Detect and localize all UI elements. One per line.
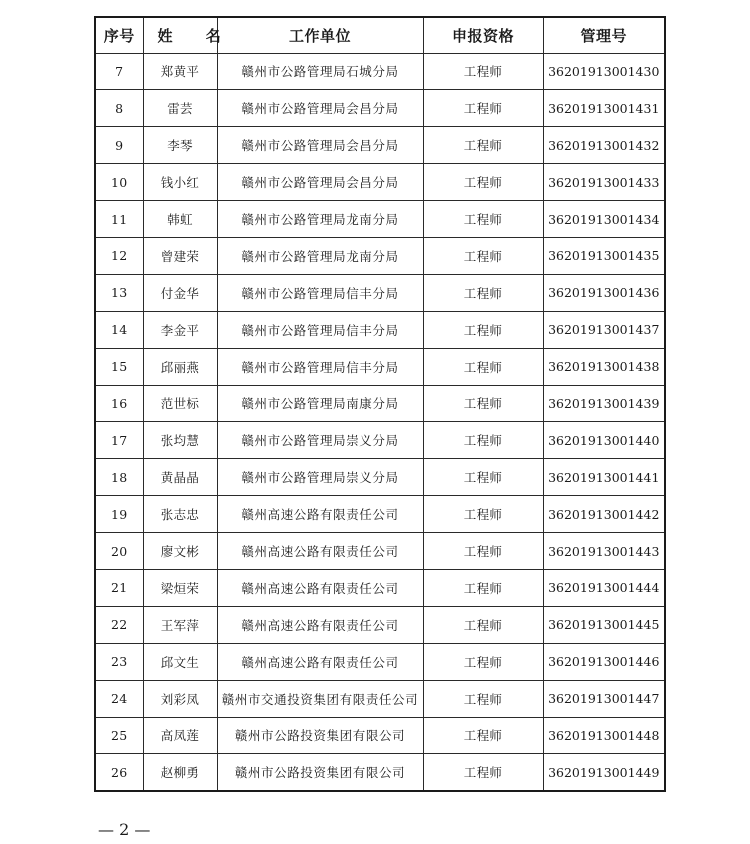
cell-work-unit: 赣州高速公路有限责任公司 [217,606,423,643]
cell-name: 高凤莲 [143,717,217,754]
cell-management-no: 36201913001434 [543,201,665,238]
roster-table [94,16,666,792]
cell-management-no: 36201913001436 [543,274,665,311]
table-row [95,496,665,533]
cell-qualification: 工程师 [423,348,543,385]
cell-management-no: 36201913001433 [543,164,665,201]
cell-management-no: 36201913001441 [543,459,665,496]
cell-serial-no: 13 [95,274,143,311]
table-row [95,164,665,201]
cell-work-unit: 赣州市公路管理局信丰分局 [217,274,423,311]
cell-management-no: 36201913001435 [543,237,665,274]
cell-qualification: 工程师 [423,90,543,127]
header-work-unit: 工作单位 [217,17,423,53]
table-row [95,201,665,238]
cell-management-no: 36201913001444 [543,569,665,606]
cell-name: 郑黄平 [143,53,217,90]
cell-work-unit: 赣州高速公路有限责任公司 [217,496,423,533]
cell-qualification: 工程师 [423,53,543,90]
cell-management-no: 36201913001439 [543,385,665,422]
cell-serial-no: 23 [95,643,143,680]
cell-serial-no: 20 [95,533,143,570]
cell-work-unit: 赣州市公路管理局南康分局 [217,385,423,422]
cell-work-unit: 赣州市公路管理局龙南分局 [217,237,423,274]
cell-serial-no: 14 [95,311,143,348]
cell-work-unit: 赣州市公路管理局信丰分局 [217,311,423,348]
table-row [95,237,665,274]
cell-work-unit: 赣州市公路管理局龙南分局 [217,201,423,238]
cell-management-no: 36201913001438 [543,348,665,385]
cell-management-no: 36201913001442 [543,496,665,533]
header-management-no: 管理号 [543,17,665,53]
cell-work-unit: 赣州市公路管理局信丰分局 [217,348,423,385]
table-row [95,422,665,459]
table-row [95,311,665,348]
cell-serial-no: 19 [95,496,143,533]
cell-name: 王军萍 [143,606,217,643]
cell-qualification: 工程师 [423,274,543,311]
cell-management-no: 36201913001430 [543,53,665,90]
cell-qualification: 工程师 [423,754,543,791]
cell-work-unit: 赣州高速公路有限责任公司 [217,643,423,680]
cell-work-unit: 赣州市公路管理局崇义分局 [217,459,423,496]
cell-management-no: 36201913001437 [543,311,665,348]
cell-work-unit: 赣州市公路管理局会昌分局 [217,90,423,127]
header-row [95,17,665,53]
cell-name: 梁烜荣 [143,569,217,606]
cell-name: 邱丽燕 [143,348,217,385]
table-row [95,385,665,422]
cell-work-unit: 赣州高速公路有限责任公司 [217,533,423,570]
table-row [95,754,665,791]
cell-work-unit: 赣州市公路管理局会昌分局 [217,127,423,164]
table-row [95,533,665,570]
cell-serial-no: 12 [95,237,143,274]
table-row [95,127,665,164]
table-header [95,17,665,53]
cell-qualification: 工程师 [423,422,543,459]
page-number: — 2 — [98,820,151,839]
cell-work-unit: 赣州市公路管理局石城分局 [217,53,423,90]
table-row [95,90,665,127]
cell-work-unit: 赣州高速公路有限责任公司 [217,569,423,606]
cell-name: 刘彩凤 [143,680,217,717]
cell-qualification: 工程师 [423,533,543,570]
table-row [95,680,665,717]
cell-serial-no: 17 [95,422,143,459]
header-name: 姓 名 [143,17,217,53]
cell-work-unit: 赣州市公路投资集团有限公司 [217,717,423,754]
cell-qualification: 工程师 [423,680,543,717]
cell-serial-no: 21 [95,569,143,606]
cell-serial-no: 25 [95,717,143,754]
cell-name: 李琴 [143,127,217,164]
table-row [95,459,665,496]
cell-name: 钱小红 [143,164,217,201]
cell-name: 赵柳勇 [143,754,217,791]
table-body [95,53,665,791]
cell-qualification: 工程师 [423,311,543,348]
cell-serial-no: 15 [95,348,143,385]
cell-serial-no: 8 [95,90,143,127]
cell-qualification: 工程师 [423,606,543,643]
cell-name: 张均慧 [143,422,217,459]
cell-management-no: 36201913001447 [543,680,665,717]
cell-name: 雷芸 [143,90,217,127]
cell-qualification: 工程师 [423,127,543,164]
cell-qualification: 工程师 [423,717,543,754]
cell-serial-no: 24 [95,680,143,717]
cell-qualification: 工程师 [423,164,543,201]
cell-work-unit: 赣州市交通投资集团有限责任公司 [217,680,423,717]
header-serial-no: 序号 [95,17,143,53]
cell-qualification: 工程师 [423,385,543,422]
cell-serial-no: 22 [95,606,143,643]
cell-work-unit: 赣州市公路管理局崇义分局 [217,422,423,459]
cell-name: 韩虹 [143,201,217,238]
cell-management-no: 36201913001443 [543,533,665,570]
cell-management-no: 36201913001431 [543,90,665,127]
table-row [95,53,665,90]
table-row [95,643,665,680]
cell-name: 张志忠 [143,496,217,533]
cell-serial-no: 18 [95,459,143,496]
cell-name: 黄晶晶 [143,459,217,496]
table-row [95,569,665,606]
cell-name: 付金华 [143,274,217,311]
cell-serial-no: 16 [95,385,143,422]
cell-qualification: 工程师 [423,201,543,238]
cell-name: 廖文彬 [143,533,217,570]
cell-qualification: 工程师 [423,459,543,496]
cell-name: 范世标 [143,385,217,422]
header-qualification: 申报资格 [423,17,543,53]
cell-work-unit: 赣州市公路投资集团有限公司 [217,754,423,791]
table-row [95,274,665,311]
table-row [95,717,665,754]
cell-qualification: 工程师 [423,569,543,606]
cell-management-no: 36201913001446 [543,643,665,680]
cell-management-no: 36201913001449 [543,754,665,791]
cell-serial-no: 26 [95,754,143,791]
cell-management-no: 36201913001440 [543,422,665,459]
cell-management-no: 36201913001445 [543,606,665,643]
cell-management-no: 36201913001448 [543,717,665,754]
cell-management-no: 36201913001432 [543,127,665,164]
cell-serial-no: 11 [95,201,143,238]
table-row [95,606,665,643]
cell-serial-no: 7 [95,53,143,90]
cell-qualification: 工程师 [423,496,543,533]
cell-serial-no: 10 [95,164,143,201]
cell-name: 李金平 [143,311,217,348]
cell-name: 邱文生 [143,643,217,680]
cell-serial-no: 9 [95,127,143,164]
table-row [95,348,665,385]
cell-qualification: 工程师 [423,643,543,680]
cell-qualification: 工程师 [423,237,543,274]
cell-name: 曾建荣 [143,237,217,274]
cell-work-unit: 赣州市公路管理局会昌分局 [217,164,423,201]
